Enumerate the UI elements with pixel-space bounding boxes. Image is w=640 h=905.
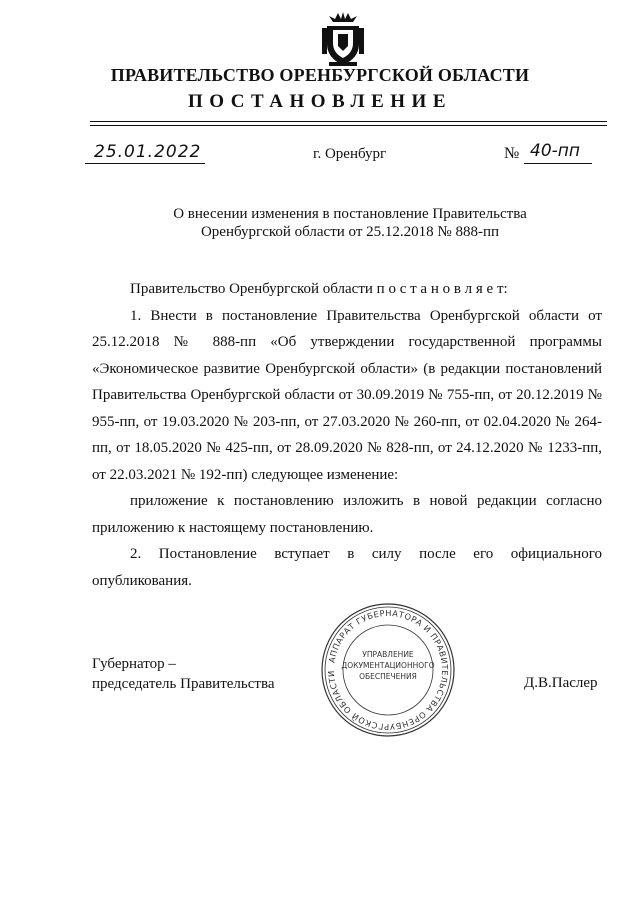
stamp-center-line-2: ДОКУМЕНТАЦИОННОГО <box>341 661 435 670</box>
document-type: ПОСТАНОВЛЕНИЕ <box>187 91 453 112</box>
number-underline <box>524 163 592 164</box>
document-subject <box>150 205 550 241</box>
document-body <box>92 276 602 594</box>
stamp-center-line-1: УПРАВЛЕНИЕ <box>362 650 414 659</box>
subject-line-2: Оренбургской области от 25.12.2018 № 888-пп <box>200 224 500 240</box>
signatory-name: Д.В.Паслер <box>524 675 598 691</box>
preamble: Правительство Оренбургской области п о с т а н о в л я е т: <box>130 281 508 297</box>
item-1-sub: приложение к постановлению изложить в новой редакции согласно приложению к настоящему постановлению. <box>92 493 602 536</box>
coat-of-arms-icon <box>319 10 367 68</box>
organization-title: ПРАВИТЕЛЬСТВО ОРЕНБУРГСКОЙ ОБЛАСТИ <box>110 65 530 85</box>
document-number: 40-пп <box>530 141 580 161</box>
item-2: 2. Постановление вступает в силу после его официального опубликования. <box>92 546 602 589</box>
signatory-position <box>92 654 275 694</box>
subject-line-1: О внесении изменения в постановление Правительства <box>173 206 527 222</box>
item-1: 1. Внести в постановление Правительства Оренбургской области от 25.12.2018 № 888-пп «Об утверждении государственной программы «Экономическое развитие Оренбургской области» (в редакции постановлений Правительства Оренбургской области от 30.09.2019 № 755-пп, от 20.12.2019 № 955-пп, от 19.03.2020 № 203-пп, от 27.03.2020 № 260-пп, от 02.04.2020 № 264-пп, от 18.05.2020 № 425-пп, от 28.09.2020 № 828-пп, от 24.12.2020 № 1233-пп, от 22.03.2021 № 192-пп) следующее изменение: <box>92 307 602 483</box>
svg-text:АППАРАТ ГУБЕРНАТОРА И ПРАВИТЕЛ <box>326 608 450 732</box>
position-line-1: Губернатор – <box>92 656 176 672</box>
position-line-2: председатель Правительства <box>92 676 275 692</box>
header-rule-top <box>90 121 607 122</box>
stamp-center-line-3: ОБЕСПЕЧЕНИЯ <box>359 672 417 681</box>
number-prefix: № <box>504 145 520 162</box>
date-underline <box>85 163 205 164</box>
stamp-ring-text: АППАРАТ ГУБЕРНАТОРА И ПРАВИТЕЛЬСТВА ОРЕНБУРГСКОЙ ОБЛАСТИ <box>325 607 451 733</box>
document-city: г. Оренбург <box>313 146 387 162</box>
document-date: 25.01.2022 <box>94 142 202 162</box>
official-stamp <box>318 600 458 740</box>
header-rule-bottom <box>90 125 607 126</box>
